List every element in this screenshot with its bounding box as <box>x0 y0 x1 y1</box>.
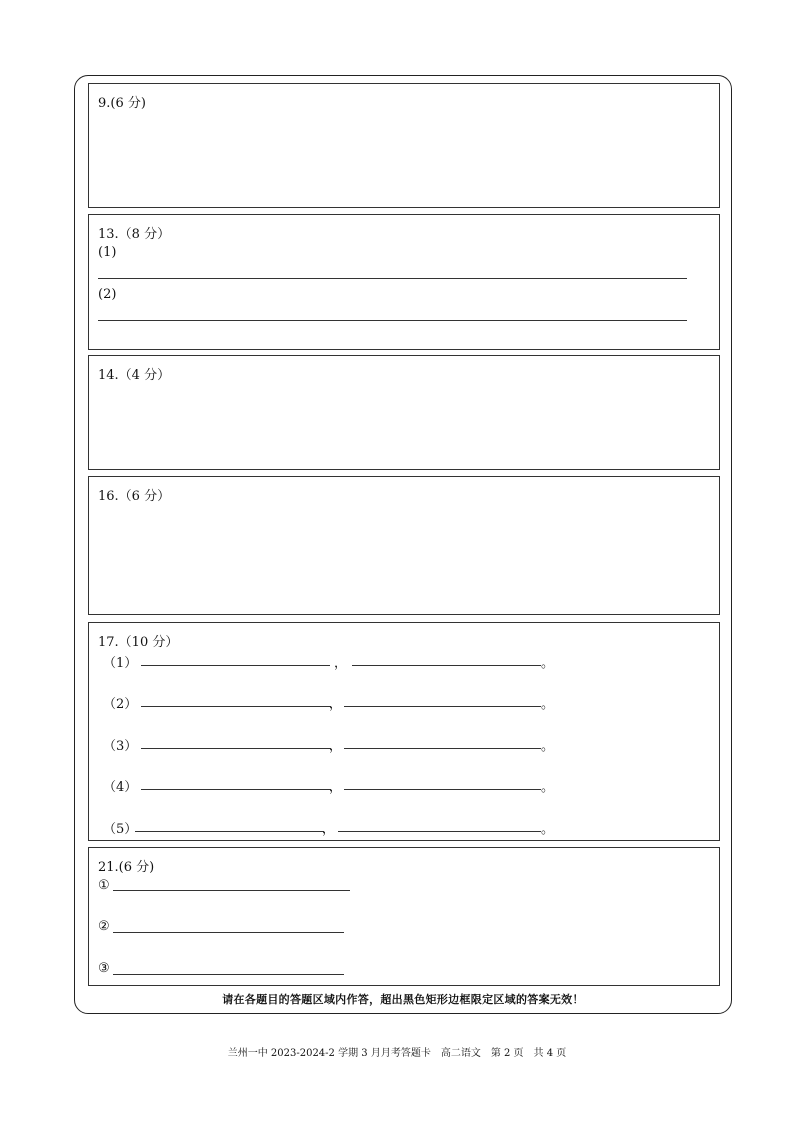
question-17-item-2-period: 。 <box>541 697 555 712</box>
question-9-title: 9.(6 分) <box>98 96 146 111</box>
question-17-item-4-period: 。 <box>541 780 555 795</box>
question-17-item-4-blank-1[interactable] <box>141 789 331 790</box>
question-13-item-1-answer-line[interactable] <box>98 278 687 279</box>
question-13-item-1-label: (1) <box>98 245 117 260</box>
question-21-item-2-label: ② <box>98 919 110 934</box>
question-17-item-1-blank-2[interactable] <box>352 665 541 666</box>
question-13-title: 13.（8 分） <box>98 227 171 242</box>
question-21-item-1-label: ① <box>98 878 110 893</box>
question-21-box <box>88 847 720 986</box>
question-17-item-4-comma: ， <box>329 780 343 795</box>
question-14-box[interactable] <box>88 355 720 470</box>
question-17-item-3-blank-2[interactable] <box>344 748 541 749</box>
question-21-item-2-answer-line[interactable] <box>113 932 344 933</box>
question-17-item-2-blank-1[interactable] <box>141 706 331 707</box>
question-13-item-2-answer-line[interactable] <box>98 320 687 321</box>
question-17-item-1-label: （1） <box>103 656 138 671</box>
question-17-item-3-period: 。 <box>541 739 555 754</box>
question-21-item-3-label: ③ <box>98 961 110 976</box>
question-17-item-2-blank-2[interactable] <box>344 706 541 707</box>
question-21-item-3-answer-line[interactable] <box>113 974 344 975</box>
page-footer: 兰州一中 2023-2024-2 学期 3 月月考答题卡 高二语文 第 2 页 共 4 页 <box>227 1048 567 1059</box>
question-17-item-3-comma: ， <box>329 739 343 754</box>
question-17-box <box>88 622 720 841</box>
question-17-item-5-blank-1[interactable] <box>135 831 324 832</box>
question-17-item-3-blank-1[interactable] <box>141 748 331 749</box>
question-17-item-4-blank-2[interactable] <box>344 789 541 790</box>
question-14-title: 14.（4 分） <box>98 368 171 383</box>
question-17-item-5-period: 。 <box>541 822 555 837</box>
question-9-box[interactable] <box>88 83 720 208</box>
question-16-box[interactable] <box>88 476 720 615</box>
question-17-title: 17.（10 分） <box>98 635 179 650</box>
question-16-title: 16.（6 分） <box>98 489 171 504</box>
question-21-item-1-answer-line[interactable] <box>113 890 350 891</box>
question-17-item-1-comma: ， <box>334 656 348 671</box>
question-17-item-1-period: 。 <box>541 656 555 671</box>
question-17-item-2-comma: ， <box>329 697 343 712</box>
answer-area-notice: 请在各题目的答题区域内作答，超出黑色矩形边框限定区域的答案无效！ <box>222 993 584 1006</box>
question-17-item-4-label: （4） <box>103 780 138 795</box>
question-13-box[interactable] <box>88 214 720 350</box>
question-17-item-5-blank-2[interactable] <box>338 831 541 832</box>
question-17-item-1-blank-1[interactable] <box>141 665 330 666</box>
question-17-item-5-label: （5） <box>103 822 138 837</box>
question-13-item-2-label: (2) <box>98 287 117 302</box>
question-17-item-5-comma: ， <box>322 822 336 837</box>
question-17-item-2-label: （2） <box>103 697 138 712</box>
question-21-title: 21.(6 分) <box>98 860 155 875</box>
question-17-item-3-label: （3） <box>103 739 138 754</box>
